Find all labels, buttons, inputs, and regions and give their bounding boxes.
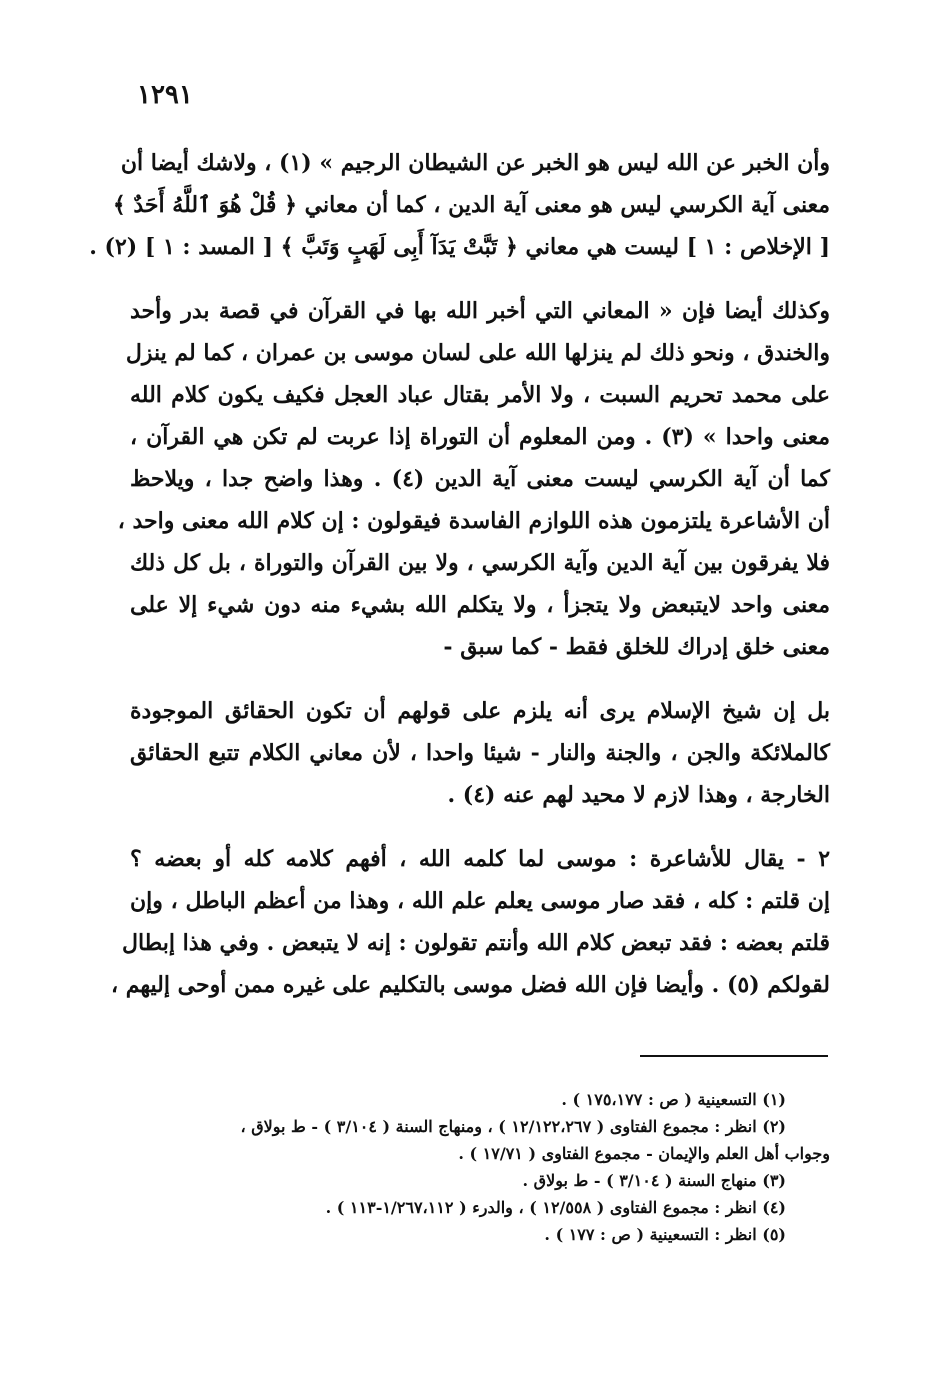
- text-line: كما أن آية الكرسي ليست معنى آية الدين (٤) . وهذا واضح جدا ، ويلاحظ: [130, 466, 830, 492]
- paragraph-4: [110, 838, 831, 1006]
- text-line: قلتم بعضه : فقد تبعض كلام الله وأنتم تقولون : إنه لا يتبعض . وفي هذا إبطال: [121, 930, 830, 956]
- footnote: (٤) انظر : مجموع الفتاوى ( ١٢/٥٥٨ ) ، والدرء ( ١/٢٦٧،١١٢-١١٣ ) .: [325, 1198, 786, 1217]
- paragraph-2: [117, 290, 831, 668]
- text-line: لقولكم (٥) . وأيضا فإن الله فضل موسى بالتكليم على غيره ممن أوحى إليهم ،: [110, 972, 830, 998]
- page-number: ١٢٩١: [137, 80, 193, 110]
- paragraph-1: [89, 142, 830, 268]
- main-text: [89, 142, 831, 1028]
- text-line: وأن الخبر عن الله ليس هو الخبر عن الشيطان الرجيم » (١) ، ولاشك أيضا أن: [120, 150, 830, 176]
- footnote-continuation: وجواب أهل العلم والإيمان - مجموع الفتاوى ( ١٧/٧١ ) .: [458, 1144, 830, 1163]
- text-line: معنى واحدا » (٣) . ومن المعلوم أن التوراة إذا عربت لم تكن هي القرآن ،: [130, 424, 831, 450]
- text-line: إن قلتم : كله ، فقد صار موسى يعلم علم الله ، وهذا من أعظم الباطل ، وإن: [130, 888, 830, 914]
- text-line: فلا يفرقون بين آية الدين وآية الكرسي ، ولا بين القرآن والتوراة ، بل كل ذلك: [130, 550, 830, 576]
- text-line: كالملائكة والجن ، والجنة والنار - شيئا واحدا ، لأن معاني الكلام تتبع الحقائق: [130, 740, 830, 766]
- text-line: على محمد تحريم السبت ، ولا الأمر بقتال عباد العجل فكيف يكون كلام الله: [130, 382, 830, 408]
- footnote: (١) التسعينية ( ص : ١٧٥،١٧٧ ) .: [561, 1090, 786, 1109]
- footnote: (٢) انظر : مجموع الفتاوى ( ١٢/١٢٢،٢٦٧ ) ، ومنهاج السنة ( ٣/١٠٤ ) - ط بولاق ،: [240, 1117, 786, 1136]
- text-line: بل إن شيخ الإسلام يرى أنه يلزم على قولهم أن تكون الحقائق الموجودة: [130, 698, 830, 724]
- text-line: معنى واحد لايتبعض ولا يتجزأ ، ولا يتكلم الله بشيء منه دون شيء إلا على: [130, 592, 830, 618]
- text-line: ٢ - يقال للأشاعرة : موسى لما كلمه الله ، أفهم كلامه كله أو بعضه ؟: [130, 846, 831, 872]
- footnotes: [130, 1086, 830, 1248]
- text-line: أن الأشاعرة يلتزمون هذه اللوازم الفاسدة فيقولون : إن كلام الله معنى واحد ،: [117, 508, 830, 534]
- text-line: معنى خلق إدراك للخلق فقط - كما سبق -: [443, 634, 830, 660]
- text-line: [ الإخلاص : ١ ] ليست هي معاني ﴿ تَبَّتْ يَدَآ أَبِى لَهَبٍ وَتَبَّ ﴾ [ المسد : ١ ] (٢) .: [89, 234, 830, 260]
- text-line: وكذلك أيضا فإن « المعاني التي أخبر الله بها في القرآن في قصة بدر وأحد: [130, 298, 830, 324]
- text-line: والخندق ، ونحو ذلك لم ينزلها الله على لسان موسى بن عمران ، كما لم ينزل: [125, 340, 830, 366]
- text-line: معنى آية الكرسي ليس هو معنى آية الدين ، كما أن معاني ﴿ قُلْ هُوَ ٱللَّهُ أَحَدٌ ﴾: [112, 192, 830, 218]
- footnote: (٣) منهاج السنة ( ٣/١٠٤ ) - ط بولاق .: [522, 1171, 786, 1190]
- text-line: الخارجة ، وهذا لازم لا محيد لهم عنه (٤) .: [447, 782, 830, 808]
- footnote: (٥) انظر : التسعينية ( ص : ١٧٧ ) .: [544, 1225, 786, 1244]
- footnote-divider: [640, 1055, 828, 1057]
- paragraph-3: [130, 690, 830, 816]
